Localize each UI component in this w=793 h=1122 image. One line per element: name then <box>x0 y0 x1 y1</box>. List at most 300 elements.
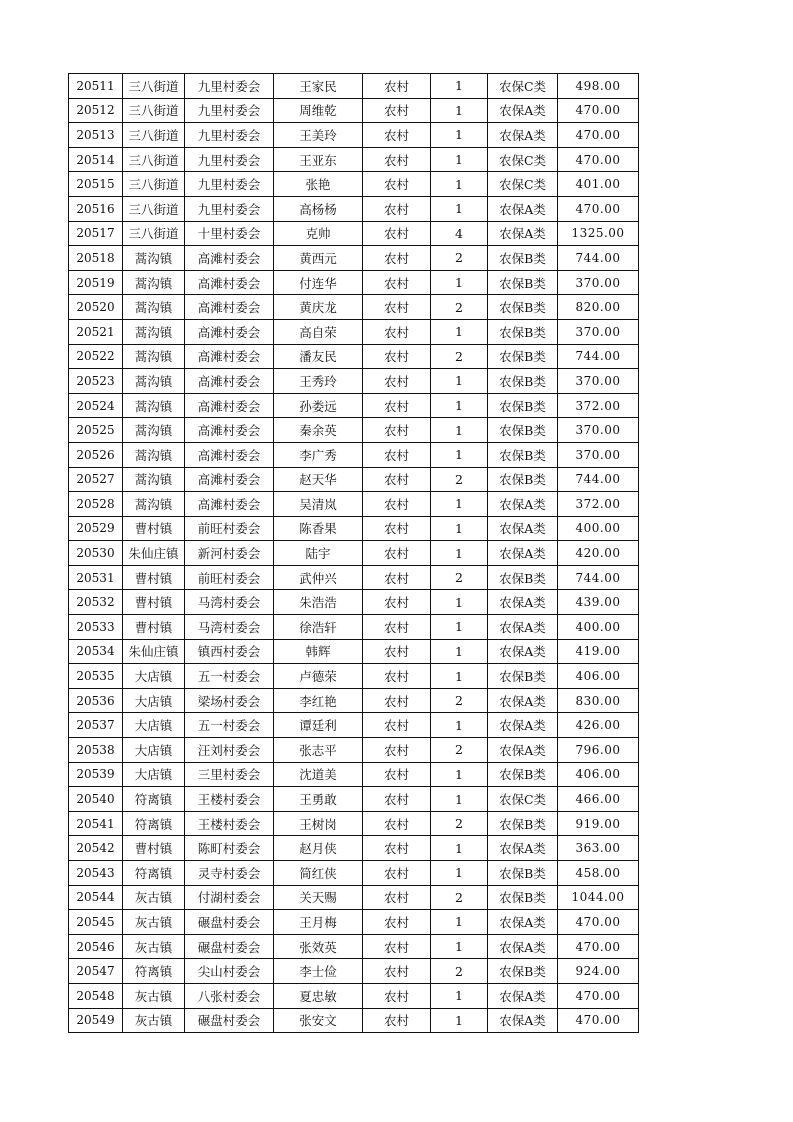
person-name-cell: 王家民 <box>274 74 363 99</box>
residence-type-cell: 农村 <box>363 344 431 369</box>
person-name-cell: 吴清岚 <box>274 492 363 517</box>
town-cell: 蒿沟镇 <box>123 319 185 344</box>
residence-type-cell: 农村 <box>363 270 431 295</box>
household-count-cell: 2 <box>431 959 488 984</box>
insurance-category-cell: 农保A类 <box>488 983 558 1008</box>
table-row <box>69 221 639 246</box>
person-name-cell: 王月梅 <box>274 910 363 935</box>
insurance-category-cell: 农保B类 <box>488 393 558 418</box>
village-committee-cell: 高滩村委会 <box>185 295 274 320</box>
person-name-cell: 陆宇 <box>274 541 363 566</box>
household-count-cell: 1 <box>431 713 488 738</box>
insurance-category-cell: 农保C类 <box>488 74 558 99</box>
amount-cell: 370.00 <box>558 369 639 394</box>
record-id-cell: 20513 <box>69 123 123 148</box>
household-count-cell: 1 <box>431 836 488 861</box>
insurance-category-cell: 农保A类 <box>488 934 558 959</box>
village-committee-cell: 九里村委会 <box>185 196 274 221</box>
table-row <box>69 713 639 738</box>
household-count-cell: 1 <box>431 196 488 221</box>
village-committee-cell: 九里村委会 <box>185 74 274 99</box>
insurance-category-cell: 农保A类 <box>488 615 558 640</box>
household-count-cell: 1 <box>431 1008 488 1033</box>
town-cell: 蒿沟镇 <box>123 246 185 271</box>
household-count-cell: 2 <box>431 467 488 492</box>
person-name-cell: 高自荣 <box>274 319 363 344</box>
village-committee-cell: 前旺村委会 <box>185 516 274 541</box>
insurance-category-cell: 农保C类 <box>488 147 558 172</box>
village-committee-cell: 梁场村委会 <box>185 688 274 713</box>
village-committee-cell: 碾盘村委会 <box>185 910 274 935</box>
insurance-category-cell: 农保A类 <box>488 1008 558 1033</box>
record-id-cell: 20516 <box>69 196 123 221</box>
household-count-cell: 1 <box>431 983 488 1008</box>
town-cell: 三八街道 <box>123 123 185 148</box>
record-id-cell: 20538 <box>69 738 123 763</box>
person-name-cell: 沈道美 <box>274 762 363 787</box>
record-id-cell: 20540 <box>69 787 123 812</box>
amount-cell: 372.00 <box>558 393 639 418</box>
residence-type-cell: 农村 <box>363 713 431 738</box>
residence-type-cell: 农村 <box>363 983 431 1008</box>
insurance-category-cell: 农保C类 <box>488 787 558 812</box>
amount-cell: 1044.00 <box>558 885 639 910</box>
residence-type-cell: 农村 <box>363 664 431 689</box>
amount-cell: 820.00 <box>558 295 639 320</box>
record-id-cell: 20535 <box>69 664 123 689</box>
person-name-cell: 王亚东 <box>274 147 363 172</box>
town-cell: 蒿沟镇 <box>123 393 185 418</box>
record-id-cell: 20534 <box>69 639 123 664</box>
residence-type-cell: 农村 <box>363 516 431 541</box>
insurance-category-cell: 农保A类 <box>488 196 558 221</box>
residence-type-cell: 农村 <box>363 418 431 443</box>
household-count-cell: 1 <box>431 270 488 295</box>
town-cell: 曹村镇 <box>123 516 185 541</box>
residence-type-cell: 农村 <box>363 934 431 959</box>
village-committee-cell: 高滩村委会 <box>185 418 274 443</box>
record-id-cell: 20537 <box>69 713 123 738</box>
table-row <box>69 615 639 640</box>
insurance-category-cell: 农保A类 <box>488 541 558 566</box>
amount-cell: 744.00 <box>558 246 639 271</box>
town-cell: 蒿沟镇 <box>123 492 185 517</box>
insurance-category-cell: 农保B类 <box>488 861 558 886</box>
amount-cell: 370.00 <box>558 319 639 344</box>
amount-cell: 498.00 <box>558 74 639 99</box>
village-committee-cell: 镇西村委会 <box>185 639 274 664</box>
household-count-cell: 1 <box>431 418 488 443</box>
person-name-cell: 李广秀 <box>274 442 363 467</box>
table-row <box>69 123 639 148</box>
table-row <box>69 836 639 861</box>
insurance-category-cell: 农保A类 <box>488 98 558 123</box>
household-count-cell: 2 <box>431 295 488 320</box>
insurance-category-cell: 农保B类 <box>488 418 558 443</box>
table-row <box>69 959 639 984</box>
town-cell: 大店镇 <box>123 762 185 787</box>
amount-cell: 419.00 <box>558 639 639 664</box>
insurance-category-cell: 农保A类 <box>488 516 558 541</box>
residence-type-cell: 农村 <box>363 885 431 910</box>
person-name-cell: 赵天华 <box>274 467 363 492</box>
town-cell: 蒿沟镇 <box>123 467 185 492</box>
household-count-cell: 1 <box>431 369 488 394</box>
person-name-cell: 朱浩浩 <box>274 590 363 615</box>
town-cell: 灰古镇 <box>123 983 185 1008</box>
record-id-cell: 20545 <box>69 910 123 935</box>
village-committee-cell: 高滩村委会 <box>185 492 274 517</box>
insurance-category-cell: 农保A类 <box>488 713 558 738</box>
table-row <box>69 885 639 910</box>
table-row <box>69 590 639 615</box>
amount-cell: 372.00 <box>558 492 639 517</box>
residence-type-cell: 农村 <box>363 639 431 664</box>
person-name-cell: 谭廷利 <box>274 713 363 738</box>
amount-cell: 830.00 <box>558 688 639 713</box>
amount-cell: 470.00 <box>558 123 639 148</box>
residence-type-cell: 农村 <box>363 172 431 197</box>
person-name-cell: 高杨杨 <box>274 196 363 221</box>
town-cell: 三八街道 <box>123 98 185 123</box>
town-cell: 三八街道 <box>123 147 185 172</box>
amount-cell: 458.00 <box>558 861 639 886</box>
person-name-cell: 王勇敢 <box>274 787 363 812</box>
amount-cell: 426.00 <box>558 713 639 738</box>
amount-cell: 470.00 <box>558 1008 639 1033</box>
town-cell: 灰古镇 <box>123 934 185 959</box>
person-name-cell: 李红艳 <box>274 688 363 713</box>
insurance-category-cell: 农保B类 <box>488 442 558 467</box>
person-name-cell: 简红侠 <box>274 861 363 886</box>
town-cell: 蒿沟镇 <box>123 270 185 295</box>
person-name-cell: 克帅 <box>274 221 363 246</box>
residence-type-cell: 农村 <box>363 246 431 271</box>
residence-type-cell: 农村 <box>363 811 431 836</box>
insurance-category-cell: 农保B类 <box>488 885 558 910</box>
town-cell: 蒿沟镇 <box>123 344 185 369</box>
village-committee-cell: 高滩村委会 <box>185 246 274 271</box>
table-row <box>69 565 639 590</box>
person-name-cell: 王树岗 <box>274 811 363 836</box>
village-committee-cell: 前旺村委会 <box>185 565 274 590</box>
insurance-category-cell: 农保A类 <box>488 590 558 615</box>
village-committee-cell: 三里村委会 <box>185 762 274 787</box>
record-id-cell: 20530 <box>69 541 123 566</box>
residence-type-cell: 农村 <box>363 319 431 344</box>
record-id-cell: 20536 <box>69 688 123 713</box>
town-cell: 曹村镇 <box>123 615 185 640</box>
record-id-cell: 20529 <box>69 516 123 541</box>
person-name-cell: 潘友民 <box>274 344 363 369</box>
insurance-category-cell: 农保B类 <box>488 811 558 836</box>
record-id-cell: 20519 <box>69 270 123 295</box>
table-row <box>69 418 639 443</box>
household-count-cell: 1 <box>431 147 488 172</box>
village-committee-cell: 王楼村委会 <box>185 787 274 812</box>
residence-type-cell: 农村 <box>363 615 431 640</box>
record-id-cell: 20531 <box>69 565 123 590</box>
residence-type-cell: 农村 <box>363 467 431 492</box>
household-count-cell: 2 <box>431 565 488 590</box>
table-row <box>69 664 639 689</box>
insurance-category-cell: 农保A类 <box>488 910 558 935</box>
amount-cell: 796.00 <box>558 738 639 763</box>
residence-type-cell: 农村 <box>363 590 431 615</box>
table-row <box>69 393 639 418</box>
record-id-cell: 20527 <box>69 467 123 492</box>
village-committee-cell: 高滩村委会 <box>185 270 274 295</box>
person-name-cell: 陈香果 <box>274 516 363 541</box>
table-row <box>69 344 639 369</box>
town-cell: 三八街道 <box>123 74 185 99</box>
village-committee-cell: 碾盘村委会 <box>185 934 274 959</box>
household-count-cell: 1 <box>431 123 488 148</box>
record-id-cell: 20514 <box>69 147 123 172</box>
village-committee-cell: 马湾村委会 <box>185 590 274 615</box>
person-name-cell: 张效英 <box>274 934 363 959</box>
household-count-cell: 1 <box>431 172 488 197</box>
town-cell: 曹村镇 <box>123 590 185 615</box>
amount-cell: 470.00 <box>558 910 639 935</box>
person-name-cell: 张艳 <box>274 172 363 197</box>
household-count-cell: 2 <box>431 738 488 763</box>
town-cell: 灰古镇 <box>123 1008 185 1033</box>
household-count-cell: 2 <box>431 885 488 910</box>
table-row <box>69 811 639 836</box>
residence-type-cell: 农村 <box>363 295 431 320</box>
household-count-cell: 1 <box>431 319 488 344</box>
town-cell: 大店镇 <box>123 738 185 763</box>
household-count-cell: 1 <box>431 664 488 689</box>
record-id-cell: 20546 <box>69 934 123 959</box>
amount-cell: 400.00 <box>558 516 639 541</box>
amount-cell: 401.00 <box>558 172 639 197</box>
household-count-cell: 1 <box>431 492 488 517</box>
town-cell: 三八街道 <box>123 172 185 197</box>
table-row <box>69 861 639 886</box>
household-count-cell: 1 <box>431 516 488 541</box>
table-row <box>69 1008 639 1033</box>
residence-type-cell: 农村 <box>363 787 431 812</box>
amount-cell: 744.00 <box>558 344 639 369</box>
table-row <box>69 270 639 295</box>
town-cell: 大店镇 <box>123 664 185 689</box>
insurance-category-cell: 农保B类 <box>488 565 558 590</box>
insurance-category-cell: 农保B类 <box>488 369 558 394</box>
village-committee-cell: 灵寺村委会 <box>185 861 274 886</box>
residence-type-cell: 农村 <box>363 221 431 246</box>
village-committee-cell: 八张村委会 <box>185 983 274 1008</box>
household-count-cell: 4 <box>431 221 488 246</box>
record-id-cell: 20517 <box>69 221 123 246</box>
village-committee-cell: 九里村委会 <box>185 147 274 172</box>
household-count-cell: 1 <box>431 910 488 935</box>
amount-cell: 406.00 <box>558 762 639 787</box>
village-committee-cell: 尖山村委会 <box>185 959 274 984</box>
person-name-cell: 张志平 <box>274 738 363 763</box>
town-cell: 曹村镇 <box>123 565 185 590</box>
household-count-cell: 2 <box>431 688 488 713</box>
village-committee-cell: 高滩村委会 <box>185 369 274 394</box>
residence-type-cell: 农村 <box>363 123 431 148</box>
table-row <box>69 983 639 1008</box>
village-committee-cell: 马湾村委会 <box>185 615 274 640</box>
amount-cell: 370.00 <box>558 442 639 467</box>
town-cell: 大店镇 <box>123 688 185 713</box>
amount-cell: 439.00 <box>558 590 639 615</box>
village-committee-cell: 高滩村委会 <box>185 467 274 492</box>
household-count-cell: 1 <box>431 74 488 99</box>
person-name-cell: 夏忠敏 <box>274 983 363 1008</box>
record-id-cell: 20549 <box>69 1008 123 1033</box>
household-count-cell: 1 <box>431 861 488 886</box>
household-count-cell: 1 <box>431 934 488 959</box>
table-row <box>69 541 639 566</box>
record-id-cell: 20532 <box>69 590 123 615</box>
table-row <box>69 738 639 763</box>
amount-cell: 470.00 <box>558 147 639 172</box>
person-name-cell: 黄西元 <box>274 246 363 271</box>
record-id-cell: 20518 <box>69 246 123 271</box>
residence-type-cell: 农村 <box>363 738 431 763</box>
household-count-cell: 1 <box>431 615 488 640</box>
amount-cell: 470.00 <box>558 934 639 959</box>
residence-type-cell: 农村 <box>363 74 431 99</box>
residence-type-cell: 农村 <box>363 147 431 172</box>
person-name-cell: 付连华 <box>274 270 363 295</box>
amount-cell: 420.00 <box>558 541 639 566</box>
table-row <box>69 295 639 320</box>
record-id-cell: 20515 <box>69 172 123 197</box>
household-count-cell: 1 <box>431 98 488 123</box>
village-committee-cell: 陈町村委会 <box>185 836 274 861</box>
village-committee-cell: 王楼村委会 <box>185 811 274 836</box>
town-cell: 蒿沟镇 <box>123 418 185 443</box>
records-table <box>68 73 639 1033</box>
amount-cell: 1325.00 <box>558 221 639 246</box>
town-cell: 蒿沟镇 <box>123 442 185 467</box>
table-row <box>69 74 639 99</box>
insurance-category-cell: 农保B类 <box>488 959 558 984</box>
insurance-category-cell: 农保B类 <box>488 467 558 492</box>
insurance-category-cell: 农保B类 <box>488 246 558 271</box>
amount-cell: 924.00 <box>558 959 639 984</box>
table-row <box>69 688 639 713</box>
household-count-cell: 1 <box>431 787 488 812</box>
residence-type-cell: 农村 <box>363 492 431 517</box>
residence-type-cell: 农村 <box>363 861 431 886</box>
town-cell: 蒿沟镇 <box>123 295 185 320</box>
residence-type-cell: 农村 <box>363 836 431 861</box>
record-id-cell: 20520 <box>69 295 123 320</box>
village-committee-cell: 五一村委会 <box>185 664 274 689</box>
residence-type-cell: 农村 <box>363 196 431 221</box>
table-row <box>69 246 639 271</box>
village-committee-cell: 高滩村委会 <box>185 319 274 344</box>
insurance-category-cell: 农保A类 <box>488 221 558 246</box>
table-row <box>69 147 639 172</box>
insurance-category-cell: 农保A类 <box>488 836 558 861</box>
village-committee-cell: 新河村委会 <box>185 541 274 566</box>
village-committee-cell: 高滩村委会 <box>185 442 274 467</box>
residence-type-cell: 农村 <box>363 959 431 984</box>
table-row <box>69 516 639 541</box>
town-cell: 灰古镇 <box>123 910 185 935</box>
record-id-cell: 20533 <box>69 615 123 640</box>
residence-type-cell: 农村 <box>363 688 431 713</box>
table-row <box>69 492 639 517</box>
household-count-cell: 1 <box>431 762 488 787</box>
town-cell: 三八街道 <box>123 221 185 246</box>
amount-cell: 470.00 <box>558 196 639 221</box>
record-id-cell: 20528 <box>69 492 123 517</box>
insurance-category-cell: 农保B类 <box>488 295 558 320</box>
person-name-cell: 孙娄远 <box>274 393 363 418</box>
person-name-cell: 武仲兴 <box>274 565 363 590</box>
table-row <box>69 467 639 492</box>
village-committee-cell: 高滩村委会 <box>185 393 274 418</box>
table-row <box>69 787 639 812</box>
residence-type-cell: 农村 <box>363 393 431 418</box>
household-count-cell: 1 <box>431 393 488 418</box>
record-id-cell: 20523 <box>69 369 123 394</box>
table-row <box>69 639 639 664</box>
amount-cell: 363.00 <box>558 836 639 861</box>
table-row <box>69 442 639 467</box>
insurance-category-cell: 农保B类 <box>488 319 558 344</box>
record-id-cell: 20544 <box>69 885 123 910</box>
village-committee-cell: 碾盘村委会 <box>185 1008 274 1033</box>
town-cell: 蒿沟镇 <box>123 369 185 394</box>
record-id-cell: 20522 <box>69 344 123 369</box>
village-committee-cell: 五一村委会 <box>185 713 274 738</box>
household-count-cell: 1 <box>431 590 488 615</box>
household-count-cell: 2 <box>431 344 488 369</box>
person-name-cell: 赵月侠 <box>274 836 363 861</box>
record-id-cell: 20542 <box>69 836 123 861</box>
residence-type-cell: 农村 <box>363 442 431 467</box>
village-committee-cell: 十里村委会 <box>185 221 274 246</box>
amount-cell: 370.00 <box>558 418 639 443</box>
insurance-category-cell: 农保A类 <box>488 123 558 148</box>
record-id-cell: 20548 <box>69 983 123 1008</box>
town-cell: 符离镇 <box>123 787 185 812</box>
amount-cell: 744.00 <box>558 565 639 590</box>
town-cell: 朱仙庄镇 <box>123 639 185 664</box>
town-cell: 符离镇 <box>123 861 185 886</box>
town-cell: 灰古镇 <box>123 885 185 910</box>
table-body <box>69 74 639 1033</box>
amount-cell: 466.00 <box>558 787 639 812</box>
table-row <box>69 762 639 787</box>
table-row <box>69 319 639 344</box>
person-name-cell: 张安文 <box>274 1008 363 1033</box>
insurance-category-cell: 农保C类 <box>488 172 558 197</box>
household-count-cell: 1 <box>431 541 488 566</box>
person-name-cell: 周维乾 <box>274 98 363 123</box>
table-row <box>69 98 639 123</box>
amount-cell: 470.00 <box>558 983 639 1008</box>
table-row <box>69 172 639 197</box>
village-committee-cell: 九里村委会 <box>185 98 274 123</box>
person-name-cell: 徐浩轩 <box>274 615 363 640</box>
town-cell: 大店镇 <box>123 713 185 738</box>
residence-type-cell: 农村 <box>363 910 431 935</box>
insurance-category-cell: 农保A类 <box>488 688 558 713</box>
person-name-cell: 黄庆龙 <box>274 295 363 320</box>
residence-type-cell: 农村 <box>363 369 431 394</box>
